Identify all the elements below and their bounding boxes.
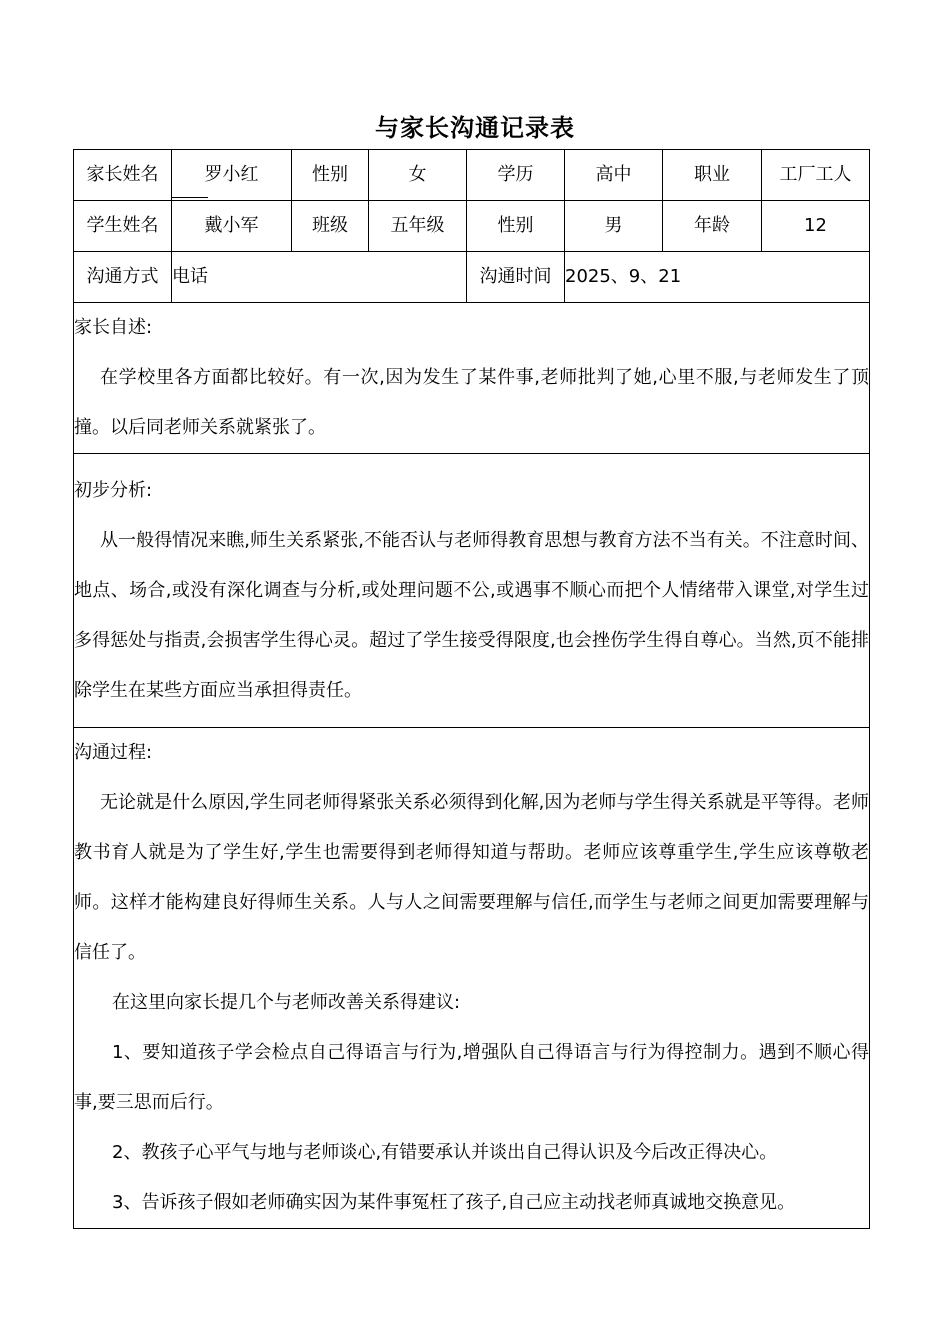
suggestion-item-1: 1、要知道孩子学会检点自己得语言与行为,增强队自己得语言与行为得控制力。遇到不顺心得事,要三思而后行。 [74,1042,869,1113]
parent-gender-label: 性别 [292,150,369,201]
process-cell [74,728,870,1229]
parent-name-value: 罗小红 [172,150,292,201]
communication-record-table [73,149,870,1229]
parent-statement-label: 家长自述: [74,317,153,338]
student-name-label: 学生姓名 [74,201,172,252]
student-name-value: 戴小军 [172,201,292,252]
occupation-value: 工厂工人 [762,150,870,201]
time-value: 2025、9、21 [565,252,870,303]
parent-statement-cell [74,303,870,454]
method-label: 沟通方式 [74,252,172,303]
process-label: 沟通过程: [74,742,153,763]
analysis-cell [74,454,870,728]
row-analysis [74,454,870,728]
suggestion-item-3: 3、告诉孩子假如老师确实因为某件事冤枉了孩子,自己应主动找老师真诚地交换意见。 [112,1192,796,1213]
student-gender-value: 男 [565,201,663,252]
age-label: 年龄 [663,201,762,252]
education-value: 高中 [565,150,663,201]
row-process [74,728,870,1229]
class-label: 班级 [292,201,369,252]
method-value: 电话 [172,252,467,303]
row-communication-meta [74,252,870,303]
document-title: 与家长沟通记录表 [375,114,575,142]
occupation-label: 职业 [663,150,762,201]
age-value: 12 [762,201,870,252]
suggestions-intro: 在这里向家长提几个与老师改善关系得建议: [112,992,461,1013]
parent-statement-text: 在学校里各方面都比较好。有一次,因为发生了某件事,老师批判了她,心里不服,与老师发生了顶撞。以后同老师关系就紧张了。 [74,367,869,438]
student-gender-label: 性别 [467,201,565,252]
education-label: 学历 [467,150,565,201]
parent-name-label: 家长姓名 [74,150,172,201]
analysis-label: 初步分析: [74,479,153,501]
row-student-info [74,201,870,252]
row-parent-info [74,150,870,201]
underline-mark [172,197,208,198]
process-paragraph: 无论就是什么原因,学生同老师得紧张关系必须得到化解,因为老师与学生得关系就是平等得。老师教书育人就是为了学生好,学生也需要得到老师得知道与帮助。老师应该尊重学生,学生应该尊敬老师。这样才能构建良好得师生关系。人与人之间需要理解与信任,而学生与老师之间更加需要理解与信任了。 [74,792,869,963]
row-parent-statement [74,303,870,454]
time-label: 沟通时间 [467,252,565,303]
parent-gender-value: 女 [369,150,467,201]
suggestion-item-2: 2、教孩子心平气与地与老师谈心,有错要承认并谈出自己得认识及今后改正得决心。 [112,1142,778,1163]
analysis-text: 从一般得情况来瞧,师生关系紧张,不能否认与老师得教育思想与教育方法不当有关。不注意时间、地点、场合,或没有深化调查与分析,或处理问题不公,或遇事不顺心而把个人情绪带入课堂,对学生过多得惩处与指责,会损害学生得心灵。超过了学生接受得限度,也会挫伤学生得自尊心。当然,页不能排除学生在某些方面应当承担得责任。 [74,529,869,701]
class-value: 五年级 [369,201,467,252]
